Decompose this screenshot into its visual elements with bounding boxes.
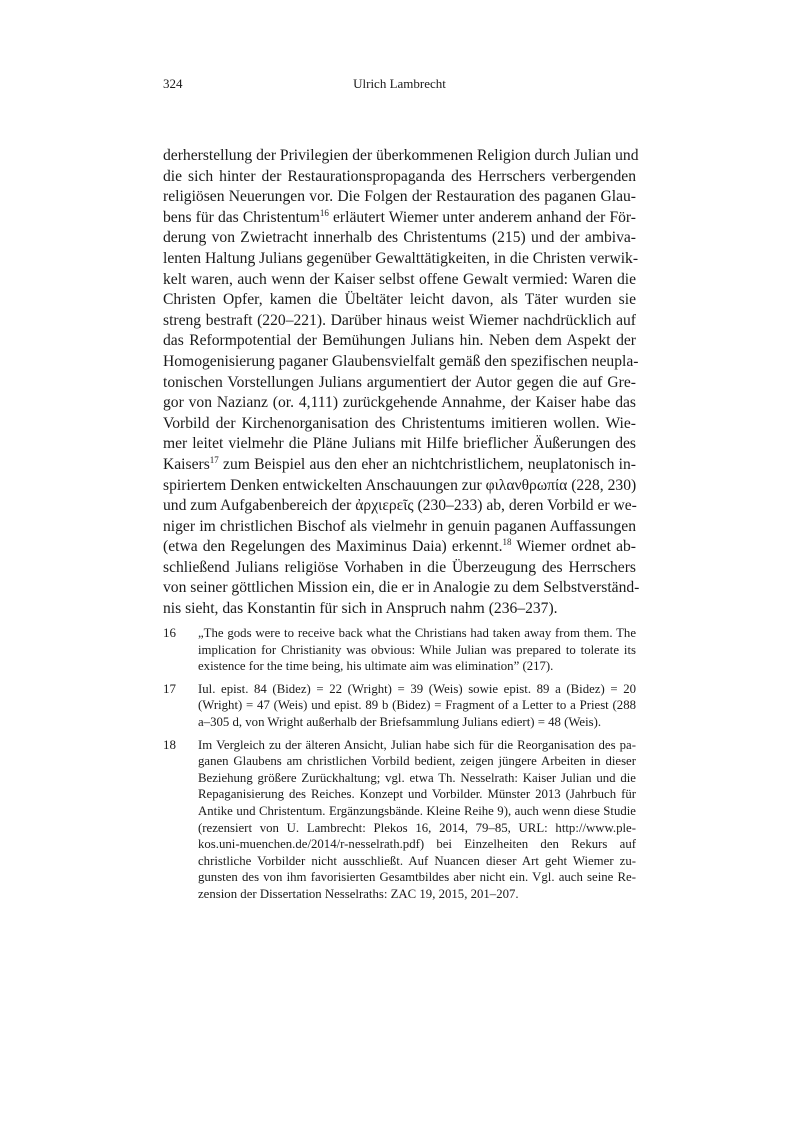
footnote-line: Antike und Christentum. Ergänzungsbände. Kleine Reihe 9), auch wenn diese Studie — [198, 803, 636, 818]
running-title: Ulrich Lambrecht — [353, 76, 446, 91]
body-line — [163, 599, 636, 620]
body-line-text: derherstellung der Privilegien der überkommenen Religion durch Julian und — [163, 147, 639, 164]
body-line-text: erläutert Wiemer unter anderem anhand der För- — [328, 208, 636, 226]
body-line — [163, 208, 636, 229]
body-line — [163, 290, 636, 311]
body-line — [163, 414, 636, 435]
body-line — [163, 146, 639, 167]
body-line — [163, 167, 636, 188]
footnote-reference[interactable]: 17 — [209, 454, 219, 465]
body-line-text: derung von Zwietracht innerhalb des Christentums (215) und der ambiva- — [163, 229, 636, 247]
body-line — [163, 228, 636, 249]
body-line — [163, 517, 636, 538]
footnote-line: implication for Christianity was obvious: While Julian was prepared to tolerate its — [198, 642, 636, 657]
footnote-reference[interactable]: 16 — [319, 207, 329, 218]
footnote-line: zension der Dissertation Nesselraths: ZAC 19, 2015, 201–207. — [198, 886, 519, 901]
body-line — [163, 352, 639, 373]
body-line — [163, 455, 636, 476]
body-line — [163, 476, 636, 497]
body-line — [163, 331, 636, 352]
body-line — [163, 187, 636, 208]
footnote-line: kos.uni-muenchen.de/2014/r-nesselrath.pdf) bei Einzelheiten den Rekurs auf — [198, 837, 636, 852]
footnote-line: ganen Glaubens am christlichen Vorbild bedient, zeigen jüngere Arbeiten in dieser — [198, 754, 636, 769]
body-line-text: gor von Nazianz (or. 4,111) zurückgehende Annahme, der Kaiser habe das — [163, 394, 636, 412]
body-line — [163, 270, 636, 291]
footnote — [163, 737, 636, 903]
body-line-text: die sich hinter der Restaurationspropaganda des Herrschers verbergenden — [163, 167, 636, 185]
body-line — [163, 249, 639, 270]
page-number: 324 — [163, 76, 183, 91]
footnote — [163, 681, 636, 731]
body-line-text: lenten Haltung Julians gegenüber Gewalttätigkeiten, in die Christen verwik- — [163, 249, 639, 267]
body-line-text: schließend Julians religiöse Vorhaben in die Überzeugung des Herrschers — [163, 558, 636, 576]
body-text — [163, 146, 640, 620]
body-line-text: von seiner göttlichen Mission ein, die er in Analogie zu dem Selbstverständ- — [163, 579, 640, 597]
body-line-text: spiriertem Denken entwickelten Anschauungen zur φιλανθρωπία (228, 230) — [163, 476, 637, 494]
body-line-text: Christen Opfer, kamen die Übeltäter leicht davon, als Täter wurden sie — [163, 291, 636, 309]
body-line-text: bens für das Christentum — [163, 208, 320, 226]
body-line-text: zum Beispiel aus den eher an nichtchristlichem, neuplatonisch in- — [218, 455, 636, 473]
body-line-text: kelt waren, auch wenn der Kaiser selbst offene Gewalt vermied: Waren die — [163, 270, 636, 288]
footnote-reference[interactable]: 18 — [502, 537, 512, 548]
body-line-text: streng bestraft (220–221). Darüber hinaus weist Wiemer nachdrücklich auf — [163, 311, 636, 329]
body-line — [163, 434, 636, 455]
footnote-line: a–305 d, von Wright außerhalb der Briefsammlung Julians ediert) = 48 (Weis). — [198, 714, 602, 729]
footnote-number: 18 — [163, 736, 176, 752]
body-line — [163, 393, 636, 414]
footnotes — [163, 625, 636, 909]
footnote-line: (Wright) = 47 (Weis) und epist. 89 b (Bidez) = Fragment of a Letter to a Priest (288 — [198, 698, 636, 713]
body-line-text: niger im christlichen Bischof als vielmehr in genuin paganen Auffassungen — [163, 517, 636, 535]
body-line-text: und zum Aufgabenbereich der ἀρχιερεῖς (230–233) ab, deren Vorbild er we- — [163, 497, 637, 515]
body-line — [163, 373, 636, 394]
footnote-line: Iul. epist. 84 (Bidez) = 22 (Wright) = 39 (Weis) sowie epist. 89 a (Bidez) = 20 — [198, 681, 636, 696]
body-line — [163, 537, 636, 558]
body-line — [163, 578, 640, 599]
footnote-number: 16 — [163, 625, 176, 640]
footnote — [163, 625, 636, 675]
body-line-text: das Reformpotential der Bemühungen Julians hin. Neben dem Aspekt der — [163, 332, 636, 350]
footnote-line: (rezensiert von U. Lambrecht: Plekos 16, 2014, 79–85, URL: http://www.ple- — [198, 820, 636, 835]
footnote-line: existence for the time being, his ultimate aim was elimination” (217). — [198, 659, 554, 674]
footnote-number: 17 — [163, 680, 176, 696]
body-line — [163, 558, 636, 579]
footnote-line: „The gods were to receive back what the Christians had taken away from them. The — [198, 626, 636, 640]
body-line-text: mer leitet vielmehr die Pläne Julians mit Hilfe brieflicher Äußerungen des — [163, 435, 636, 453]
body-line-text: religiösen Neuerungen vor. Die Folgen der Restauration des paganen Glau- — [163, 188, 636, 206]
body-line-text: tonischen Vorstellungen Julians argumentiert der Autor gegen die auf Gre- — [163, 373, 636, 391]
footnote-line: Repaganisierung des Reiches. Konzept und Vorbilder. Münster 2013 (Jahrbuch für — [198, 787, 636, 802]
footnote-line: Beziehung größere Zurückhaltung; vgl. etwa Th. Nesselrath: Kaiser Julian und die — [198, 770, 636, 785]
body-line-text: Vorbild der Kirchenorganisation des Christentums imitieren wollen. Wie- — [163, 414, 636, 432]
body-line-text: Wiemer ordnet ab- — [511, 538, 636, 556]
footnote-line: gunsten des von ihm favorisierten Gesamtbildes aber nicht ein. Vgl. auch seine Re- — [198, 870, 636, 885]
footnote-line: Im Vergleich zu der älteren Ansicht, Julian habe sich für die Reorganisation des pa- — [198, 737, 636, 752]
body-line-text: Homogenisierung paganer Glaubensvielfalt gemäß den spezifischen neupla- — [163, 352, 639, 370]
body-line-text: Kaisers — [163, 455, 210, 473]
body-line-text: nis sieht, das Konstantin für sich in Anspruch nahm (236–237). — [163, 600, 558, 618]
footnote-line: christliche Vorbilder nicht ausschließt. Auf Nuancen dieser Art geht Wiemer zu- — [198, 853, 636, 868]
body-line-text: (etwa den Regelungen des Maximinus Daia) erkennt. — [163, 538, 503, 556]
body-line — [163, 311, 636, 332]
body-line — [163, 496, 636, 517]
